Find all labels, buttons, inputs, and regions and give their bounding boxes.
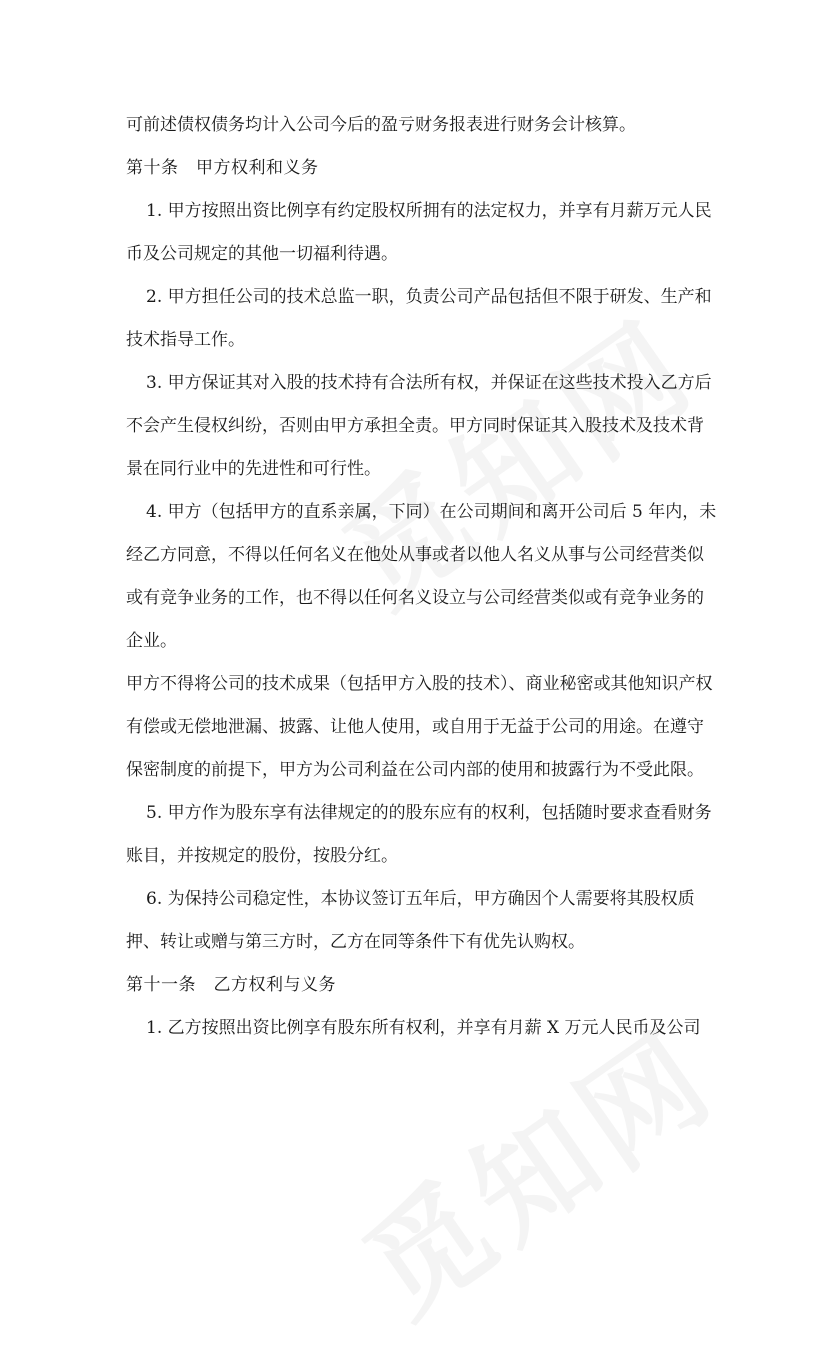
paragraph-line: 技术指导工作。 (126, 330, 245, 350)
paragraph-line: 账目，并按规定的股份，按股分红。 (126, 846, 398, 866)
paragraph-line: 景在同行业中的先进性和可行性。 (126, 459, 381, 479)
paragraph-line: 6. 为保持公司稳定性，本协议签订五年后，甲方确因个人需要将其股权质 (146, 889, 695, 909)
paragraph-line: 2. 甲方担任公司的技术总监一职，负责公司产品包括但不限于研发、生产和 (146, 287, 712, 307)
paragraph-line: 币及公司规定的其他一切福利待遇。 (126, 244, 398, 264)
paragraph-line: 或有竞争业务的工作，也不得以任何名义设立与公司经营类似或有竞争业务的 (126, 588, 704, 608)
paragraph-line: 1. 甲方按照出资比例享有约定股权所拥有的法定权力，并享有月薪万元人民 (146, 201, 712, 221)
paragraph-line: 企业。 (126, 631, 177, 651)
paragraph-line: 甲方不得将公司的技术成果（包括甲方入股的技术）、商业秘密或其他知识产权 (126, 674, 713, 694)
paragraph-line: 3. 甲方保证其对入股的技术持有合法所有权，并保证在这些技术投入乙方后 (146, 373, 712, 393)
paragraph-line: 不会产生侵权纠纷，否则由甲方承担全责。甲方同时保证其入股技术及技术背 (126, 416, 704, 436)
paragraph-line: 1. 乙方按照出资比例享有股东所有权利，并享有月薪 X 万元人民币及公司 (146, 1018, 701, 1038)
section-heading: 第十条 甲方权利和义务 (126, 158, 319, 178)
paragraph-line: 可前述债权债务均计入公司今后的盈亏财务报表进行财务会计核算。 (126, 115, 636, 135)
paragraph-line: 有偿或无偿地泄漏、披露、让他人使用，或自用于无益于公司的用途。在遵守 (126, 717, 704, 737)
paragraph-line: 4. 甲方（包括甲方的直系亲属，下同）在公司期间和离开公司后 5 年内，未 (146, 502, 717, 522)
paragraph-line: 保密制度的前提下，甲方为公司利益在公司内部的使用和披露行为不受此限。 (126, 760, 704, 780)
document-body (126, 104, 716, 1050)
paragraph-line: 经乙方同意，不得以任何名义在他处从事或者以他人名义从事与公司经营类似 (126, 545, 704, 565)
paragraph-line: 5. 甲方作为股东享有法律规定的的股东应有的权利，包括随时要求查看财务 (146, 803, 712, 823)
section-heading: 第十一条 乙方权利与义务 (126, 975, 336, 995)
paragraph-line: 押、转让或赠与第三方时，乙方在同等条件下有优先认购权。 (126, 932, 585, 952)
